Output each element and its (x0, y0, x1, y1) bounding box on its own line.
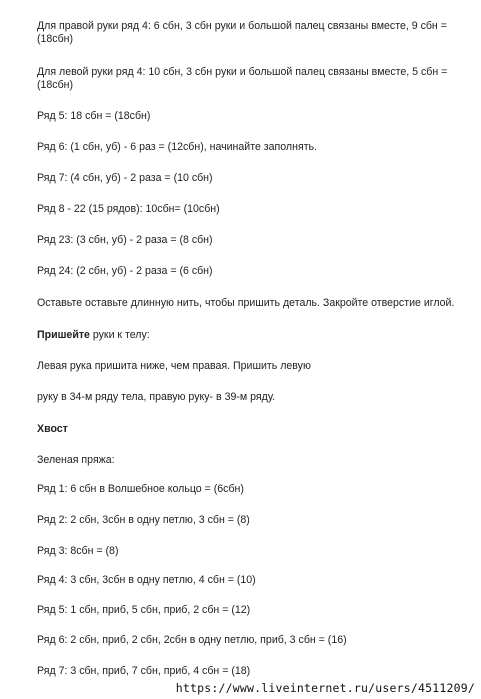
tail-row-3-text: Ряд 3: 8сбн = (8) (37, 545, 119, 557)
left-arm-row4-text: Для левой руки ряд 4: 10 сбн, 3 сбн руки и большой палец связаны вместе, 5 сбн = (18сбн) (37, 66, 448, 91)
row-24-text: Ряд 24: (2 сбн, уб) - 2 раза = (6 сбн) (37, 265, 213, 277)
attach-rest-text: руки к телу: (89, 329, 150, 341)
rows-8-22-text: Ряд 8 - 22 (15 рядов): 10сбн= (10сбн) (37, 203, 220, 215)
finish-instructions-text: Оставьте оставьте длинную нить, чтобы пришить деталь. Закройте отверстие иглой. (37, 297, 455, 309)
tail-row-6-text: Ряд 6: 2 сбн, приб, 2 сбн, 2сбн в одну петлю, приб, 3 сбн = (16) (37, 634, 347, 646)
arm-position-text: руку в 34-м ряду тела, правую руку- в 39-м ряду. (37, 391, 276, 403)
right-arm-row4-text: Для правой руки ряд 4: 6 сбн, 3 сбн руки и большой палец связаны вместе, 9 сбн = (18сбн) (37, 20, 447, 45)
attach-arms-line (37, 329, 457, 342)
tail-row-2-text: Ряд 2: 2 сбн, 3сбн в одну петлю, 3 сбн = (8) (37, 514, 250, 526)
attach-bold-word: Пришейте (37, 329, 90, 341)
tail-row-7-text: Ряд 7: 3 сбн, приб, 7 сбн, приб, 4 сбн = (18) (37, 665, 251, 677)
tail-row-1-text: Ряд 1: 6 сбн в Волшебное кольцо = (6сбн) (37, 483, 244, 495)
row-6-text: Ряд 6: (1 сбн, уб) - 6 раз = (12сбн), начинайте заполнять. (37, 141, 318, 153)
yarn-color-text: Зеленая пряжа: (37, 454, 115, 466)
left-arm-attach-text: Левая рука пришита ниже, чем правая. Пришить левую (37, 360, 311, 372)
tail-row-4-text: Ряд 4: 3 сбн, 3сбн в одну петлю, 4 сбн = (10) (37, 574, 256, 586)
source-url-watermark: https://www.liveinternet.ru/users/4511209/ (175, 681, 475, 695)
row-5-text: Ряд 5: 18 сбн = (18сбн) (37, 110, 151, 122)
tail-heading: Хвост (37, 423, 68, 435)
row-23-text: Ряд 23: (3 сбн, уб) - 2 раза = (8 сбн) (37, 234, 213, 246)
tail-row-5-text: Ряд 5: 1 сбн, приб, 5 сбн, приб, 2 сбн = (12) (37, 604, 251, 616)
row-7-text: Ряд 7: (4 сбн, уб) - 2 раза = (10 сбн) (37, 172, 213, 184)
